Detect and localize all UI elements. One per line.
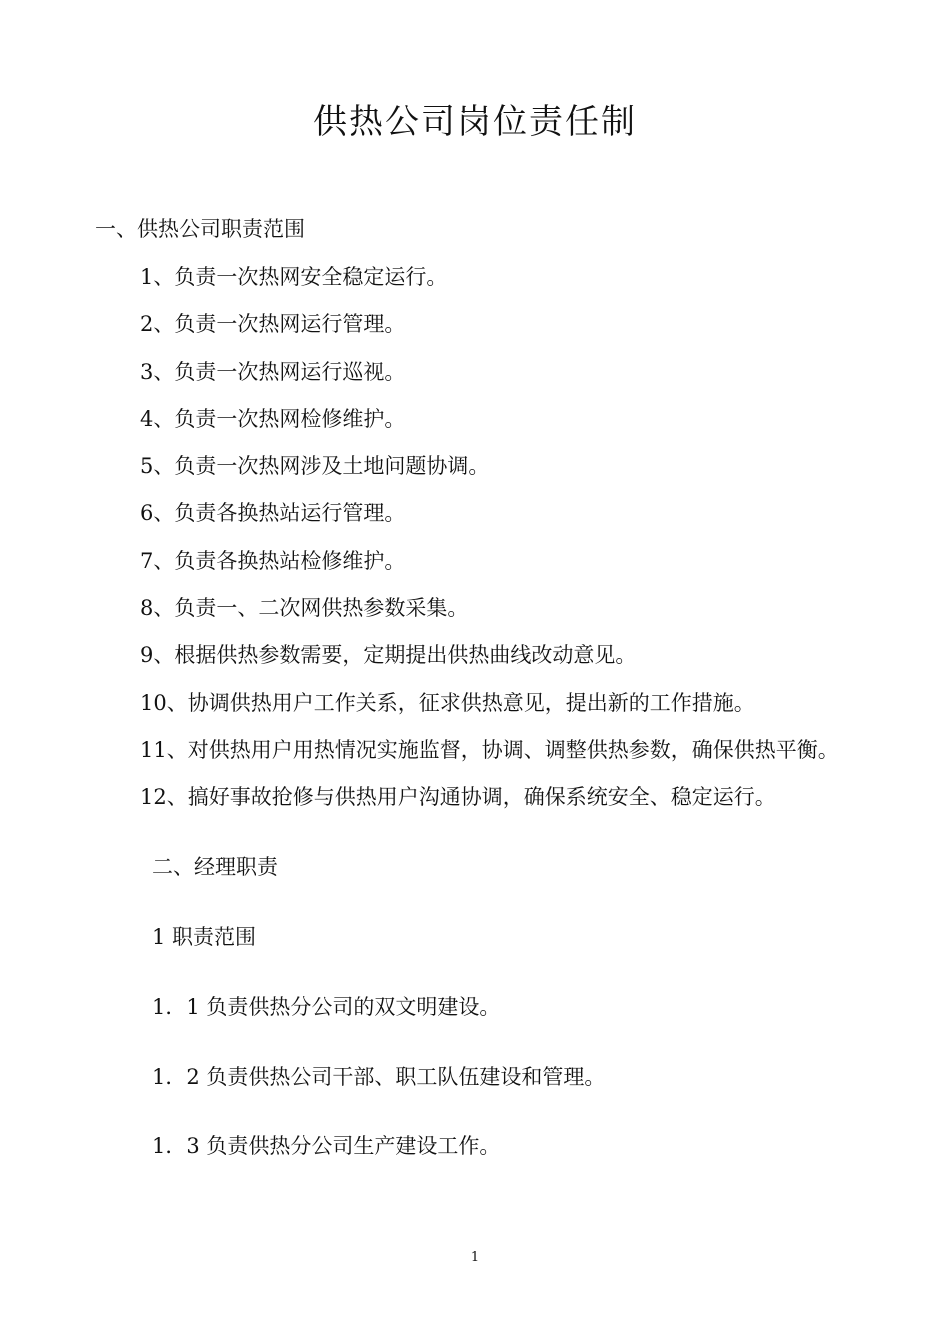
list-item: 1．1 负责供热分公司的双文明建设。: [152, 995, 501, 1019]
document-title: 供热公司岗位责任制: [313, 102, 637, 142]
section-heading-manager: 二、经理职责: [152, 855, 278, 879]
list-item: 12、搞好事故抢修与供热用户沟通协调，确保系统安全、稳定运行。: [140, 785, 776, 810]
list-item: 4、负责一次热网检修维护。: [140, 406, 406, 431]
list-item: 6、负责各换热站运行管理。: [140, 501, 406, 526]
manager-duty-list: [152, 992, 605, 1201]
list-item: 1、负责一次热网安全稳定运行。: [140, 265, 448, 289]
list-item: 5、负责一次热网涉及土地问题协调。: [140, 454, 490, 479]
list-item: 7、负责各换热站检修维护。: [140, 548, 406, 573]
subsection-heading: 1 职责范围: [152, 925, 257, 949]
list-item: 11、对供热用户用热情况实施监督，协调、调整供热参数，确保供热平衡。: [140, 737, 839, 762]
list-item: 10、协调供热用户工作关系，征求供热意见，提出新的工作措施。: [140, 690, 755, 715]
list-item: 3、负责一次热网运行巡视。: [140, 359, 406, 384]
page-number: 1: [470, 1250, 480, 1265]
list-item: 2、负责一次热网运行管理。: [140, 312, 406, 337]
list-item: 1．2 负责供热公司干部、职工队伍建设和管理。: [152, 1064, 606, 1089]
section-heading-scope: 一、供热公司职责范围: [95, 217, 305, 241]
list-item: 1．3 负责供热分公司生产建设工作。: [152, 1134, 501, 1158]
list-item: 8、负责一、二次网供热参数采集。: [140, 596, 469, 621]
scope-list: [140, 262, 839, 830]
list-item: 9、根据供热参数需要，定期提出供热曲线改动意见。: [140, 643, 637, 668]
